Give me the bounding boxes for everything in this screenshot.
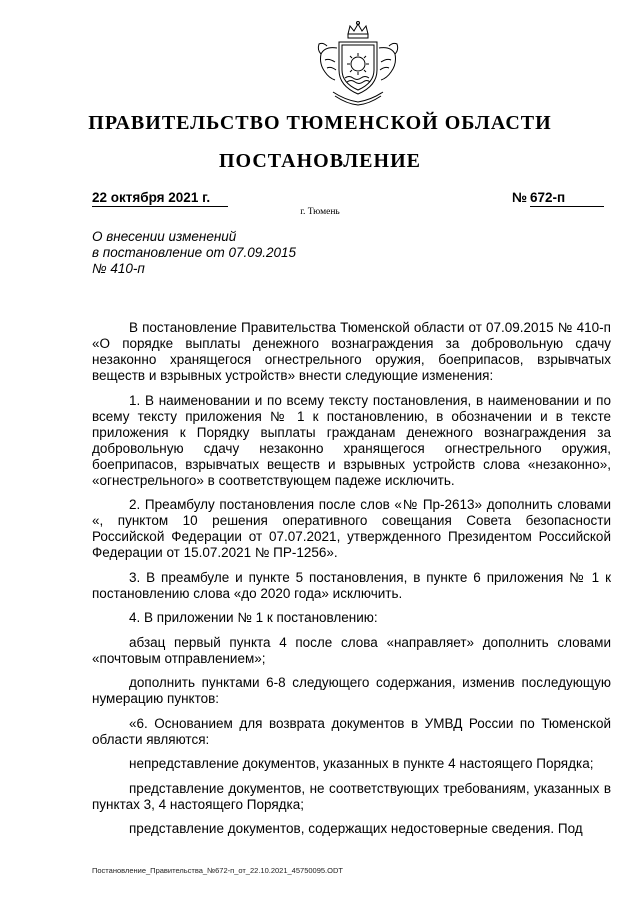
document-subject [92,229,296,277]
body-paragraph: В постановление Правительства Тюменской области от 07.09.2015 № 410-п «О порядке выплаты денежного вознаграждения за добровольную сдачу незаконно хранящегося огнестрельного оружия, боеприпасов, взрывчатых веществ и взрывных устройств» внести следующие изменения: [92,320,611,383]
body-paragraph: представление документов, не соответствующих требованиям, указанных в пунктах 3, 4 настоящего Порядка; [92,780,611,812]
footer-filename: Постановление_Правительства_№672-п_от_22.10.2021_45750095.ODT [92,866,343,875]
document-body [92,320,611,837]
subject-line: № 410-п [92,261,145,276]
body-paragraph: абзац первый пункта 4 после слова «направляет» дополнить словами «почтовым отправлением»; [92,634,611,666]
document-date: 22 октября 2021 г. [92,190,228,207]
body-paragraph: непредставление документов, указанных в пункте 4 настоящего Порядка; [129,756,594,771]
body-paragraph: представление документов, содержащих недостоверные сведения. Под [129,821,583,836]
body-paragraph: дополнить пунктами 6-8 следующего содержания, изменив последующую нумерацию пунктов: [92,675,611,706]
subject-line: в постановление от 07.09.2015 [92,245,297,260]
body-paragraph: 1. В наименовании и по всему тексту постановления, в наименовании и по всему тексту приложения № 1 к постановлению, в обозначении и в тексте приложения к Порядку выплаты гражданам денежного вознаграждения за добровольную сдачу незаконно хранящегося огнестрельного оружия, боеприпасов, взрывчатых веществ и взрывных устройств слова «незаконно», «огнестрельного» в соответствующем падеже исключить. [92,392,611,488]
body-paragraph: 4. В приложении № 1 к постановлению: [129,610,378,625]
subject-line: О внесении изменений [92,229,237,244]
document-type: ПОСТАНОВЛЕНИЕ [219,150,421,172]
body-paragraph: «6. Основанием для возврата документов в УМВД России по Тюменской области являются: [92,715,611,747]
coat-of-arms-icon [315,20,401,106]
body-paragraph: 2. Преамбулу постановления после слов «№ Пр-2613» дополнить словами «, пунктом 10 решения оперативного совещания Совета безопасности Российской Федерации от 07.07.2021, утвержденного Президентом Российской Федерации от 15.07.2021 № ПР-1256». [92,497,611,560]
document-number: 672-п [530,190,604,207]
document-number-label: № [512,190,528,205]
government-title: ПРАВИТЕЛЬСТВО ТЮМЕНСКОЙ ОБЛАСТИ [88,112,552,134]
body-paragraph: 3. В преамбуле и пункте 5 постановления, в пункте 6 приложения № 1 к постановлению слова «до 2020 года» исключить. [92,569,611,601]
document-city: г. Тюмень [300,207,340,217]
